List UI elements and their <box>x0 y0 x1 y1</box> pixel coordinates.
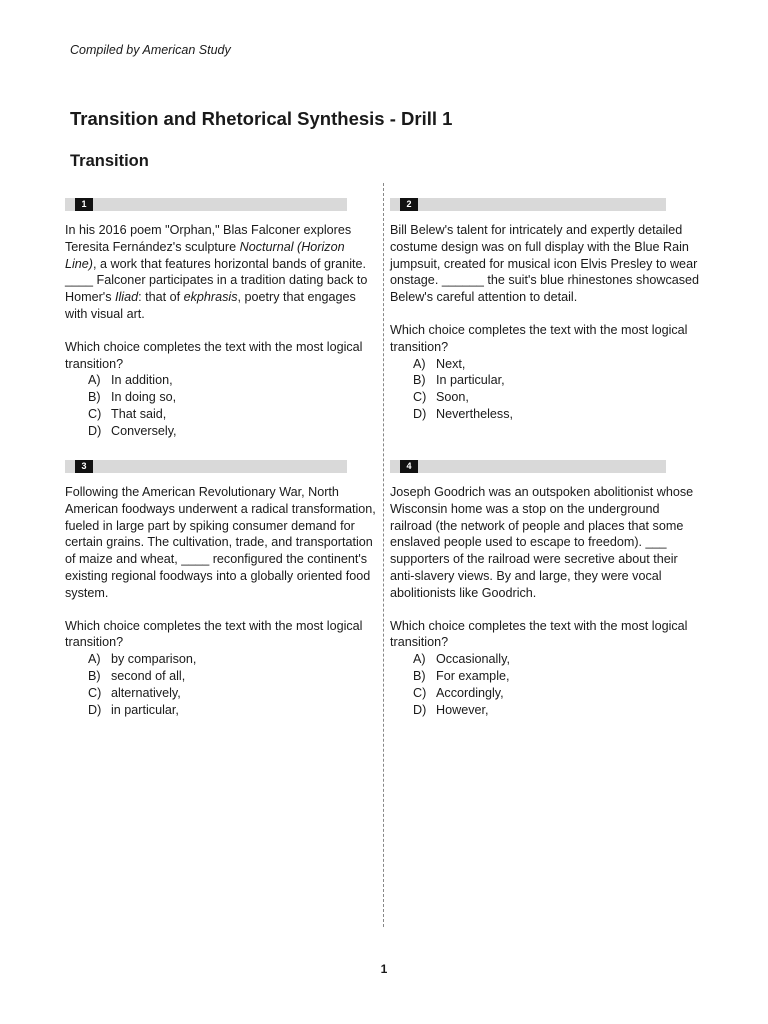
question-number: 1 <box>75 198 93 211</box>
choice-letter: A) <box>413 356 426 371</box>
choice-letter: D) <box>413 406 427 421</box>
choice-letter: A) <box>88 652 101 667</box>
choice-text: In addition, <box>111 373 173 388</box>
question-number: 4 <box>400 460 418 473</box>
choice-text: For example, <box>436 668 510 683</box>
choice-text: Conversely, <box>111 423 177 438</box>
choice-letter: A) <box>88 373 101 388</box>
choice-letter: C) <box>88 685 102 700</box>
answer-choice[interactable] <box>413 389 702 406</box>
answer-choice[interactable] <box>88 389 377 406</box>
passage-text: , poetry that engages with visual art. <box>65 290 356 321</box>
italic-title-text: Iliad <box>115 290 139 305</box>
choice-letter: D) <box>88 423 102 438</box>
passage-text: Following the American Revolutionary War, North American foodways underwent a radical transformation, fueled in large part by spiking consumer demand for certain grains. The cultivation, trade, and transportation of maize and wheat, ____ reconfigured the continent's existing regional foodways into a globally oriented food system. <box>65 485 376 600</box>
answer-choice[interactable] <box>88 651 377 668</box>
passage-text: : that of <box>138 290 184 305</box>
answer-choice[interactable] <box>413 406 702 423</box>
choice-letter: B) <box>88 390 101 405</box>
section-title: Transition <box>70 152 149 170</box>
choice-text: Occasionally, <box>436 652 510 667</box>
choice-text: Next, <box>436 356 466 371</box>
header-note: Compiled by American Study <box>70 43 231 57</box>
passage-text: Joseph Goodrich was an outspoken abolitionist whose Wisconsin home was a stop on the underground railroad (the network of people and places that some enslaved people used to escape to freedom). ___ supporters of the railroad were secretive about their anti-slavery views. By and large, they were vocal abolitionists like Goodrich. <box>390 485 694 600</box>
choice-letter: B) <box>413 373 426 388</box>
answer-choice[interactable] <box>88 372 377 389</box>
passage-text: , a work that features horizontal bands of granite. ____ Falconer participates in a tradition dating back to Homer's <box>65 256 368 305</box>
question-block-2 <box>390 198 702 423</box>
answer-choice[interactable] <box>88 423 377 440</box>
choice-text: Accordingly, <box>436 685 504 700</box>
answer-choice[interactable] <box>88 702 377 719</box>
answer-choice[interactable] <box>88 685 377 702</box>
column-divider <box>383 183 384 927</box>
question-header-bar <box>65 460 347 473</box>
choice-text: However, <box>436 702 489 717</box>
answer-choices <box>390 651 702 718</box>
question-passage <box>65 484 377 602</box>
choice-letter: A) <box>413 652 426 667</box>
answer-choice[interactable] <box>413 651 702 668</box>
choice-letter: B) <box>88 668 101 683</box>
question-prompt: Which choice completes the text with the most logical transition? <box>390 618 688 650</box>
question-passage <box>390 222 702 306</box>
choice-text: second of all, <box>111 668 186 683</box>
choice-letter: D) <box>413 702 427 717</box>
answer-choice[interactable] <box>413 668 702 685</box>
question-prompt: Which choice completes the text with the most logical transition? <box>390 322 688 354</box>
italic-title-text: ekphrasis <box>183 290 238 305</box>
choice-text: by comparison, <box>111 652 197 667</box>
choice-text: That said, <box>111 406 167 421</box>
question-prompt: Which choice completes the text with the most logical transition? <box>65 339 363 371</box>
question-block-4 <box>390 460 702 718</box>
question-header-bar <box>390 198 666 211</box>
question-header-bar <box>390 460 666 473</box>
choice-text: In particular, <box>436 373 505 388</box>
answer-choice[interactable] <box>413 702 702 719</box>
answer-choice[interactable] <box>413 356 702 373</box>
page-title: Transition and Rhetorical Synthesis - Drill 1 <box>70 108 453 129</box>
choice-letter: C) <box>413 685 427 700</box>
passage-text: Bill Belew's talent for intricately and expertly detailed costume design was on full display with the Blue Rain jumpsuit, created for musical icon Elvis Presley to wear onstage. ______ the suit's blue rhinestones showcased Belew's careful attention to detail. <box>390 223 700 305</box>
choice-text: Soon, <box>436 390 469 405</box>
choice-text: in particular, <box>111 702 179 717</box>
choice-letter: D) <box>88 702 102 717</box>
question-block-3 <box>65 460 377 718</box>
question-prompt: Which choice completes the text with the most logical transition? <box>65 618 363 650</box>
choice-letter: B) <box>413 668 426 683</box>
italic-title-text: Nocturnal (Horizon Line) <box>65 239 345 271</box>
question-block-1 <box>65 198 377 440</box>
question-header-bar <box>65 198 347 211</box>
answer-choice[interactable] <box>88 668 377 685</box>
answer-choices <box>65 651 377 718</box>
question-number: 2 <box>400 198 418 211</box>
choice-text: In doing so, <box>111 390 177 405</box>
question-passage <box>390 484 702 602</box>
choice-letter: C) <box>413 390 427 405</box>
answer-choice[interactable] <box>88 406 377 423</box>
passage-text: In his 2016 poem "Orphan," Blas Falconer explores Teresita Fernández's sculpture <box>65 223 352 254</box>
answer-choice[interactable] <box>413 372 702 389</box>
choice-text: Nevertheless, <box>436 406 513 421</box>
question-number: 3 <box>75 460 93 473</box>
answer-choices <box>65 372 377 439</box>
question-passage <box>65 222 377 323</box>
answer-choice[interactable] <box>413 685 702 702</box>
answer-choices <box>390 356 702 423</box>
choice-letter: C) <box>88 406 102 421</box>
choice-text: alternatively, <box>111 685 181 700</box>
page-number: 1 <box>380 962 388 976</box>
